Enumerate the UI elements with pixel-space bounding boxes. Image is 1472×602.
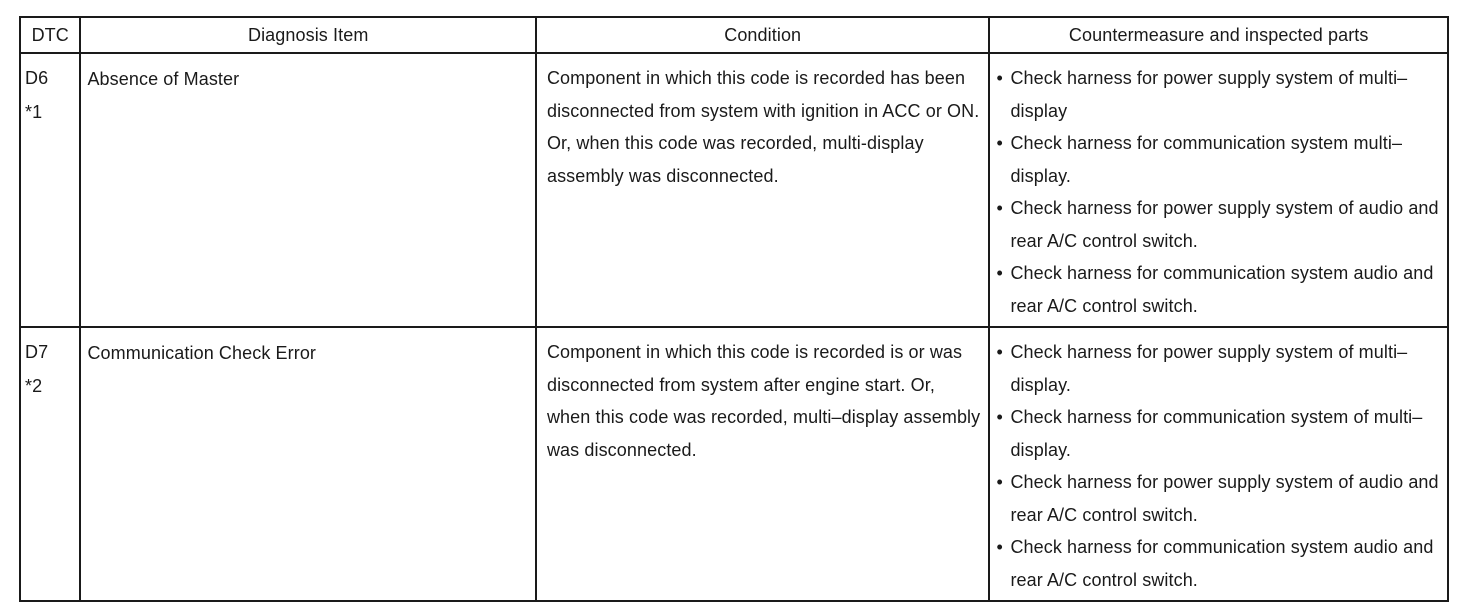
countermeasure-text: Check harness for power supply system of audio and rear A/C control switch. (1010, 198, 1439, 251)
dtc-cell (20, 327, 80, 601)
countermeasure-cell (989, 53, 1448, 327)
bullet-icon: • (996, 407, 1003, 427)
header-condition: Condition (536, 17, 989, 53)
list-item (996, 257, 1439, 322)
countermeasure-text: Check harness for power supply system of audio and rear A/C control switch. (1010, 472, 1439, 525)
countermeasure-text: Check harness for communication system of multi–display. (1010, 407, 1423, 460)
header-diagnosis-item: Diagnosis Item (80, 17, 536, 53)
dtc-footnote-marker: *2 (25, 376, 43, 396)
bullet-icon: • (996, 133, 1003, 153)
table-row (20, 53, 1448, 327)
countermeasure-text: Check harness for power supply system of multi–display. (1010, 342, 1408, 395)
countermeasure-list (996, 62, 1439, 322)
list-item (996, 401, 1439, 466)
bullet-icon: • (996, 537, 1003, 557)
bullet-icon: • (996, 472, 1003, 492)
list-item (996, 336, 1439, 401)
dtc-footnote-marker: *1 (25, 102, 43, 122)
list-item (996, 192, 1439, 257)
bullet-icon: • (996, 68, 1003, 88)
dtc-cell (20, 53, 80, 327)
countermeasure-list (996, 336, 1439, 596)
table-row (20, 327, 1448, 601)
list-item (996, 62, 1439, 127)
countermeasure-text: Check harness for communication system multi–display. (1010, 133, 1403, 186)
header-countermeasure: Countermeasure and inspected parts (989, 17, 1448, 53)
bullet-icon: • (996, 263, 1003, 283)
countermeasure-text: Check harness for communication system audio and rear A/C control switch. (1010, 537, 1434, 590)
dtc-code: D7 (25, 342, 49, 362)
bullet-icon: • (996, 198, 1003, 218)
dtc-table (19, 16, 1449, 602)
diagnosis-item-cell: Absence of Master (80, 53, 536, 327)
countermeasure-cell (989, 327, 1448, 601)
bullet-icon: • (996, 342, 1003, 362)
header-row (20, 17, 1448, 53)
list-item (996, 466, 1439, 531)
diagnosis-item-cell: Communication Check Error (80, 327, 536, 601)
countermeasure-text: Check harness for power supply system of multi–display (1010, 68, 1408, 121)
table-header (20, 17, 1448, 53)
countermeasure-text: Check harness for communication system audio and rear A/C control switch. (1010, 263, 1434, 316)
header-dtc: DTC (20, 17, 80, 53)
condition-cell: Component in which this code is recorded is or was disconnected from system after engine start. Or, when this code was recorded, multi–display assembly was disconnected. (536, 327, 989, 601)
condition-cell: Component in which this code is recorded has been disconnected from system with ignition in ACC or ON. Or, when this code was recorded, multi-display assembly was disconnected. (536, 53, 989, 327)
list-item (996, 127, 1439, 192)
list-item (996, 531, 1439, 596)
dtc-code: D6 (25, 68, 49, 88)
